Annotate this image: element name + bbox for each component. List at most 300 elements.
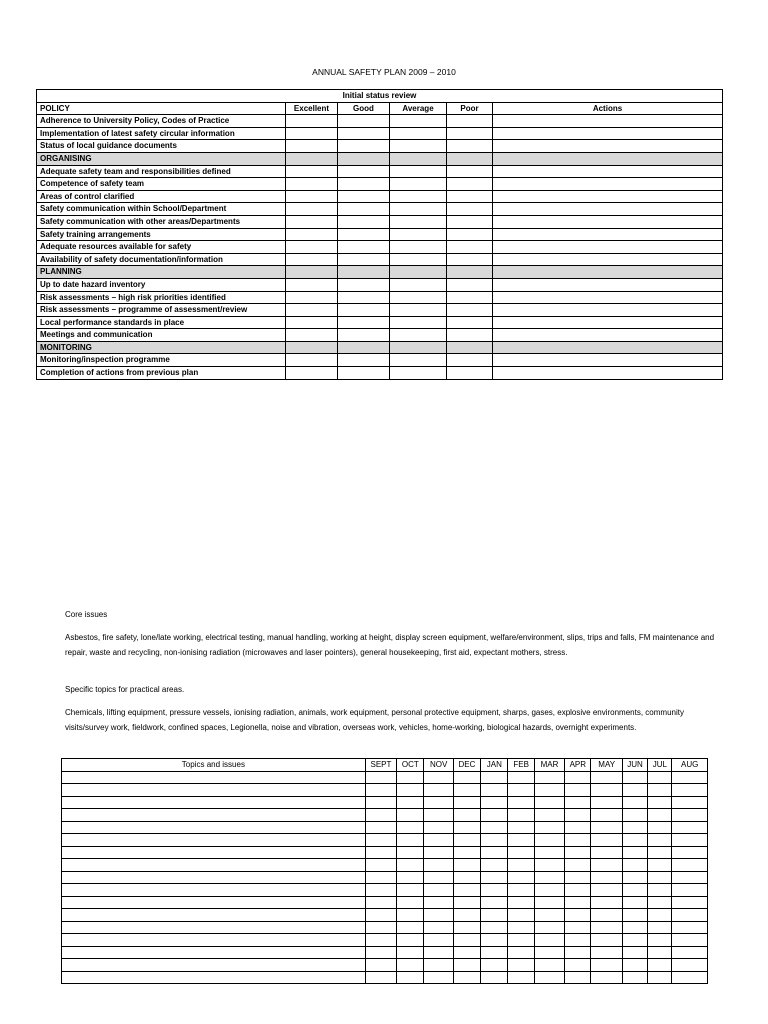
- rating-cell[interactable]: [286, 329, 338, 342]
- rating-cell[interactable]: [493, 266, 723, 279]
- rating-cell[interactable]: [447, 329, 493, 342]
- month-cell[interactable]: [508, 859, 534, 872]
- rating-cell[interactable]: [447, 278, 493, 291]
- month-cell[interactable]: [534, 871, 564, 884]
- rating-cell[interactable]: [286, 266, 338, 279]
- topic-cell[interactable]: [62, 884, 366, 897]
- rating-cell[interactable]: [493, 291, 723, 304]
- topic-cell[interactable]: [62, 859, 366, 872]
- rating-cell[interactable]: [390, 152, 447, 165]
- month-cell[interactable]: [453, 846, 480, 859]
- rating-cell[interactable]: [286, 178, 338, 191]
- month-cell[interactable]: [534, 846, 564, 859]
- month-cell[interactable]: [534, 809, 564, 822]
- month-cell[interactable]: [672, 909, 708, 922]
- month-cell[interactable]: [453, 859, 480, 872]
- rating-cell[interactable]: [286, 316, 338, 329]
- rating-cell[interactable]: [286, 291, 338, 304]
- rating-cell[interactable]: [338, 291, 390, 304]
- rating-cell[interactable]: [338, 241, 390, 254]
- month-cell[interactable]: [365, 821, 396, 834]
- month-cell[interactable]: [534, 771, 564, 784]
- month-cell[interactable]: [508, 846, 534, 859]
- rating-cell[interactable]: [390, 291, 447, 304]
- month-cell[interactable]: [365, 884, 396, 897]
- rating-cell[interactable]: [390, 278, 447, 291]
- month-cell[interactable]: [591, 946, 622, 959]
- month-cell[interactable]: [672, 884, 708, 897]
- topic-cell[interactable]: [62, 796, 366, 809]
- month-cell[interactable]: [508, 809, 534, 822]
- rating-cell[interactable]: [493, 341, 723, 354]
- rating-cell[interactable]: [447, 165, 493, 178]
- rating-cell[interactable]: [338, 253, 390, 266]
- month-cell[interactable]: [481, 859, 508, 872]
- rating-cell[interactable]: [493, 152, 723, 165]
- month-cell[interactable]: [453, 771, 480, 784]
- month-cell[interactable]: [365, 934, 396, 947]
- month-cell[interactable]: [453, 821, 480, 834]
- rating-cell[interactable]: [286, 127, 338, 140]
- rating-cell[interactable]: [493, 215, 723, 228]
- topic-cell[interactable]: [62, 959, 366, 972]
- month-cell[interactable]: [672, 921, 708, 934]
- month-cell[interactable]: [591, 959, 622, 972]
- topic-cell[interactable]: [62, 921, 366, 934]
- month-cell[interactable]: [622, 946, 647, 959]
- month-cell[interactable]: [622, 859, 647, 872]
- rating-cell[interactable]: [286, 341, 338, 354]
- month-cell[interactable]: [365, 771, 396, 784]
- month-cell[interactable]: [508, 896, 534, 909]
- rating-cell[interactable]: [390, 266, 447, 279]
- topic-cell[interactable]: [62, 771, 366, 784]
- rating-cell[interactable]: [390, 115, 447, 128]
- rating-cell[interactable]: [447, 127, 493, 140]
- month-cell[interactable]: [453, 809, 480, 822]
- month-cell[interactable]: [453, 834, 480, 847]
- month-cell[interactable]: [591, 896, 622, 909]
- month-cell[interactable]: [622, 846, 647, 859]
- rating-cell[interactable]: [286, 203, 338, 216]
- month-cell[interactable]: [534, 784, 564, 797]
- month-cell[interactable]: [591, 909, 622, 922]
- topic-cell[interactable]: [62, 896, 366, 909]
- month-cell[interactable]: [365, 946, 396, 959]
- rating-cell[interactable]: [338, 165, 390, 178]
- month-cell[interactable]: [648, 846, 672, 859]
- month-cell[interactable]: [508, 934, 534, 947]
- month-cell[interactable]: [453, 896, 480, 909]
- month-cell[interactable]: [365, 959, 396, 972]
- month-cell[interactable]: [534, 834, 564, 847]
- month-cell[interactable]: [534, 971, 564, 984]
- month-cell[interactable]: [365, 896, 396, 909]
- rating-cell[interactable]: [493, 304, 723, 317]
- rating-cell[interactable]: [447, 354, 493, 367]
- topic-cell[interactable]: [62, 946, 366, 959]
- month-cell[interactable]: [397, 834, 424, 847]
- month-cell[interactable]: [424, 909, 453, 922]
- rating-cell[interactable]: [493, 316, 723, 329]
- month-cell[interactable]: [622, 821, 647, 834]
- month-cell[interactable]: [365, 796, 396, 809]
- month-cell[interactable]: [453, 971, 480, 984]
- month-cell[interactable]: [648, 896, 672, 909]
- month-cell[interactable]: [591, 821, 622, 834]
- month-cell[interactable]: [508, 834, 534, 847]
- month-cell[interactable]: [424, 884, 453, 897]
- month-cell[interactable]: [424, 896, 453, 909]
- month-cell[interactable]: [622, 934, 647, 947]
- rating-cell[interactable]: [390, 341, 447, 354]
- rating-cell[interactable]: [447, 253, 493, 266]
- rating-cell[interactable]: [390, 354, 447, 367]
- rating-cell[interactable]: [286, 278, 338, 291]
- rating-cell[interactable]: [493, 178, 723, 191]
- month-cell[interactable]: [453, 909, 480, 922]
- month-cell[interactable]: [622, 809, 647, 822]
- month-cell[interactable]: [365, 834, 396, 847]
- month-cell[interactable]: [565, 834, 591, 847]
- rating-cell[interactable]: [493, 228, 723, 241]
- month-cell[interactable]: [453, 884, 480, 897]
- month-cell[interactable]: [622, 959, 647, 972]
- month-cell[interactable]: [648, 771, 672, 784]
- month-cell[interactable]: [365, 784, 396, 797]
- month-cell[interactable]: [591, 834, 622, 847]
- month-cell[interactable]: [508, 871, 534, 884]
- month-cell[interactable]: [424, 859, 453, 872]
- month-cell[interactable]: [397, 771, 424, 784]
- month-cell[interactable]: [648, 909, 672, 922]
- topic-cell[interactable]: [62, 846, 366, 859]
- month-cell[interactable]: [565, 934, 591, 947]
- month-cell[interactable]: [672, 946, 708, 959]
- month-cell[interactable]: [424, 959, 453, 972]
- rating-cell[interactable]: [390, 203, 447, 216]
- month-cell[interactable]: [453, 946, 480, 959]
- rating-cell[interactable]: [493, 115, 723, 128]
- rating-cell[interactable]: [390, 178, 447, 191]
- month-cell[interactable]: [397, 934, 424, 947]
- month-cell[interactable]: [591, 771, 622, 784]
- month-cell[interactable]: [622, 896, 647, 909]
- month-cell[interactable]: [565, 809, 591, 822]
- rating-cell[interactable]: [447, 316, 493, 329]
- month-cell[interactable]: [365, 871, 396, 884]
- month-cell[interactable]: [508, 921, 534, 934]
- rating-cell[interactable]: [338, 278, 390, 291]
- month-cell[interactable]: [481, 846, 508, 859]
- rating-cell[interactable]: [447, 341, 493, 354]
- month-cell[interactable]: [424, 846, 453, 859]
- rating-cell[interactable]: [338, 228, 390, 241]
- month-cell[interactable]: [534, 884, 564, 897]
- month-cell[interactable]: [622, 921, 647, 934]
- rating-cell[interactable]: [493, 140, 723, 153]
- month-cell[interactable]: [453, 871, 480, 884]
- month-cell[interactable]: [397, 784, 424, 797]
- month-cell[interactable]: [481, 884, 508, 897]
- month-cell[interactable]: [534, 896, 564, 909]
- month-cell[interactable]: [565, 796, 591, 809]
- rating-cell[interactable]: [447, 190, 493, 203]
- rating-cell[interactable]: [447, 215, 493, 228]
- rating-cell[interactable]: [447, 241, 493, 254]
- month-cell[interactable]: [591, 934, 622, 947]
- rating-cell[interactable]: [390, 215, 447, 228]
- month-cell[interactable]: [424, 809, 453, 822]
- month-cell[interactable]: [397, 909, 424, 922]
- rating-cell[interactable]: [390, 329, 447, 342]
- month-cell[interactable]: [534, 959, 564, 972]
- month-cell[interactable]: [648, 809, 672, 822]
- rating-cell[interactable]: [390, 140, 447, 153]
- month-cell[interactable]: [565, 846, 591, 859]
- month-cell[interactable]: [365, 809, 396, 822]
- month-cell[interactable]: [591, 859, 622, 872]
- month-cell[interactable]: [508, 821, 534, 834]
- month-cell[interactable]: [648, 871, 672, 884]
- month-cell[interactable]: [424, 796, 453, 809]
- month-cell[interactable]: [648, 971, 672, 984]
- rating-cell[interactable]: [338, 266, 390, 279]
- rating-cell[interactable]: [493, 278, 723, 291]
- rating-cell[interactable]: [447, 291, 493, 304]
- rating-cell[interactable]: [390, 241, 447, 254]
- month-cell[interactable]: [565, 884, 591, 897]
- month-cell[interactable]: [508, 909, 534, 922]
- topic-cell[interactable]: [62, 834, 366, 847]
- month-cell[interactable]: [622, 971, 647, 984]
- month-cell[interactable]: [565, 784, 591, 797]
- month-cell[interactable]: [565, 959, 591, 972]
- month-cell[interactable]: [591, 971, 622, 984]
- month-cell[interactable]: [481, 809, 508, 822]
- rating-cell[interactable]: [447, 203, 493, 216]
- month-cell[interactable]: [622, 884, 647, 897]
- month-cell[interactable]: [481, 784, 508, 797]
- month-cell[interactable]: [424, 871, 453, 884]
- rating-cell[interactable]: [447, 178, 493, 191]
- rating-cell[interactable]: [286, 228, 338, 241]
- month-cell[interactable]: [534, 821, 564, 834]
- topic-cell[interactable]: [62, 971, 366, 984]
- rating-cell[interactable]: [286, 165, 338, 178]
- month-cell[interactable]: [397, 921, 424, 934]
- month-cell[interactable]: [534, 796, 564, 809]
- rating-cell[interactable]: [338, 127, 390, 140]
- rating-cell[interactable]: [447, 304, 493, 317]
- topic-cell[interactable]: [62, 784, 366, 797]
- month-cell[interactable]: [672, 959, 708, 972]
- month-cell[interactable]: [365, 921, 396, 934]
- rating-cell[interactable]: [338, 152, 390, 165]
- month-cell[interactable]: [453, 934, 480, 947]
- month-cell[interactable]: [397, 859, 424, 872]
- rating-cell[interactable]: [286, 241, 338, 254]
- month-cell[interactable]: [622, 796, 647, 809]
- rating-cell[interactable]: [286, 215, 338, 228]
- month-cell[interactable]: [672, 846, 708, 859]
- rating-cell[interactable]: [390, 165, 447, 178]
- month-cell[interactable]: [672, 971, 708, 984]
- rating-cell[interactable]: [338, 367, 390, 380]
- rating-cell[interactable]: [390, 316, 447, 329]
- rating-cell[interactable]: [286, 152, 338, 165]
- month-cell[interactable]: [424, 946, 453, 959]
- month-cell[interactable]: [534, 909, 564, 922]
- month-cell[interactable]: [672, 821, 708, 834]
- month-cell[interactable]: [397, 809, 424, 822]
- month-cell[interactable]: [397, 846, 424, 859]
- topic-cell[interactable]: [62, 809, 366, 822]
- month-cell[interactable]: [648, 859, 672, 872]
- rating-cell[interactable]: [286, 190, 338, 203]
- month-cell[interactable]: [534, 946, 564, 959]
- month-cell[interactable]: [648, 784, 672, 797]
- month-cell[interactable]: [534, 934, 564, 947]
- rating-cell[interactable]: [493, 241, 723, 254]
- month-cell[interactable]: [565, 771, 591, 784]
- month-cell[interactable]: [672, 796, 708, 809]
- month-cell[interactable]: [648, 934, 672, 947]
- rating-cell[interactable]: [338, 190, 390, 203]
- rating-cell[interactable]: [286, 354, 338, 367]
- month-cell[interactable]: [648, 796, 672, 809]
- month-cell[interactable]: [481, 946, 508, 959]
- rating-cell[interactable]: [447, 152, 493, 165]
- month-cell[interactable]: [481, 821, 508, 834]
- month-cell[interactable]: [672, 896, 708, 909]
- month-cell[interactable]: [397, 896, 424, 909]
- rating-cell[interactable]: [447, 266, 493, 279]
- rating-cell[interactable]: [447, 140, 493, 153]
- rating-cell[interactable]: [493, 127, 723, 140]
- month-cell[interactable]: [565, 971, 591, 984]
- rating-cell[interactable]: [447, 228, 493, 241]
- month-cell[interactable]: [365, 859, 396, 872]
- rating-cell[interactable]: [447, 367, 493, 380]
- month-cell[interactable]: [397, 971, 424, 984]
- month-cell[interactable]: [424, 784, 453, 797]
- rating-cell[interactable]: [338, 329, 390, 342]
- month-cell[interactable]: [508, 946, 534, 959]
- rating-cell[interactable]: [338, 115, 390, 128]
- rating-cell[interactable]: [390, 127, 447, 140]
- month-cell[interactable]: [672, 809, 708, 822]
- month-cell[interactable]: [591, 784, 622, 797]
- rating-cell[interactable]: [493, 203, 723, 216]
- month-cell[interactable]: [565, 909, 591, 922]
- month-cell[interactable]: [672, 871, 708, 884]
- month-cell[interactable]: [481, 771, 508, 784]
- month-cell[interactable]: [591, 884, 622, 897]
- month-cell[interactable]: [648, 834, 672, 847]
- rating-cell[interactable]: [493, 354, 723, 367]
- month-cell[interactable]: [481, 909, 508, 922]
- month-cell[interactable]: [481, 959, 508, 972]
- month-cell[interactable]: [508, 784, 534, 797]
- month-cell[interactable]: [672, 771, 708, 784]
- month-cell[interactable]: [622, 909, 647, 922]
- month-cell[interactable]: [481, 921, 508, 934]
- month-cell[interactable]: [622, 771, 647, 784]
- month-cell[interactable]: [565, 821, 591, 834]
- month-cell[interactable]: [424, 934, 453, 947]
- month-cell[interactable]: [648, 959, 672, 972]
- month-cell[interactable]: [397, 946, 424, 959]
- month-cell[interactable]: [508, 771, 534, 784]
- month-cell[interactable]: [365, 909, 396, 922]
- month-cell[interactable]: [622, 871, 647, 884]
- month-cell[interactable]: [648, 821, 672, 834]
- rating-cell[interactable]: [338, 341, 390, 354]
- month-cell[interactable]: [481, 834, 508, 847]
- topic-cell[interactable]: [62, 821, 366, 834]
- rating-cell[interactable]: [447, 115, 493, 128]
- month-cell[interactable]: [397, 796, 424, 809]
- month-cell[interactable]: [508, 971, 534, 984]
- month-cell[interactable]: [481, 796, 508, 809]
- month-cell[interactable]: [672, 834, 708, 847]
- rating-cell[interactable]: [493, 253, 723, 266]
- month-cell[interactable]: [565, 921, 591, 934]
- month-cell[interactable]: [565, 871, 591, 884]
- rating-cell[interactable]: [390, 190, 447, 203]
- month-cell[interactable]: [591, 796, 622, 809]
- rating-cell[interactable]: [286, 140, 338, 153]
- rating-cell[interactable]: [390, 367, 447, 380]
- topic-cell[interactable]: [62, 934, 366, 947]
- month-cell[interactable]: [648, 884, 672, 897]
- month-cell[interactable]: [481, 896, 508, 909]
- month-cell[interactable]: [672, 934, 708, 947]
- rating-cell[interactable]: [338, 140, 390, 153]
- month-cell[interactable]: [424, 834, 453, 847]
- month-cell[interactable]: [453, 796, 480, 809]
- month-cell[interactable]: [365, 846, 396, 859]
- month-cell[interactable]: [453, 784, 480, 797]
- month-cell[interactable]: [565, 859, 591, 872]
- rating-cell[interactable]: [286, 367, 338, 380]
- month-cell[interactable]: [481, 934, 508, 947]
- rating-cell[interactable]: [390, 253, 447, 266]
- month-cell[interactable]: [565, 946, 591, 959]
- rating-cell[interactable]: [390, 304, 447, 317]
- month-cell[interactable]: [397, 821, 424, 834]
- month-cell[interactable]: [622, 834, 647, 847]
- month-cell[interactable]: [591, 921, 622, 934]
- month-cell[interactable]: [508, 796, 534, 809]
- month-cell[interactable]: [648, 921, 672, 934]
- rating-cell[interactable]: [338, 203, 390, 216]
- rating-cell[interactable]: [286, 115, 338, 128]
- month-cell[interactable]: [453, 959, 480, 972]
- month-cell[interactable]: [365, 971, 396, 984]
- rating-cell[interactable]: [338, 178, 390, 191]
- rating-cell[interactable]: [286, 304, 338, 317]
- month-cell[interactable]: [672, 784, 708, 797]
- rating-cell[interactable]: [338, 304, 390, 317]
- rating-cell[interactable]: [493, 165, 723, 178]
- month-cell[interactable]: [424, 821, 453, 834]
- month-cell[interactable]: [453, 921, 480, 934]
- month-cell[interactable]: [424, 921, 453, 934]
- rating-cell[interactable]: [493, 190, 723, 203]
- month-cell[interactable]: [481, 971, 508, 984]
